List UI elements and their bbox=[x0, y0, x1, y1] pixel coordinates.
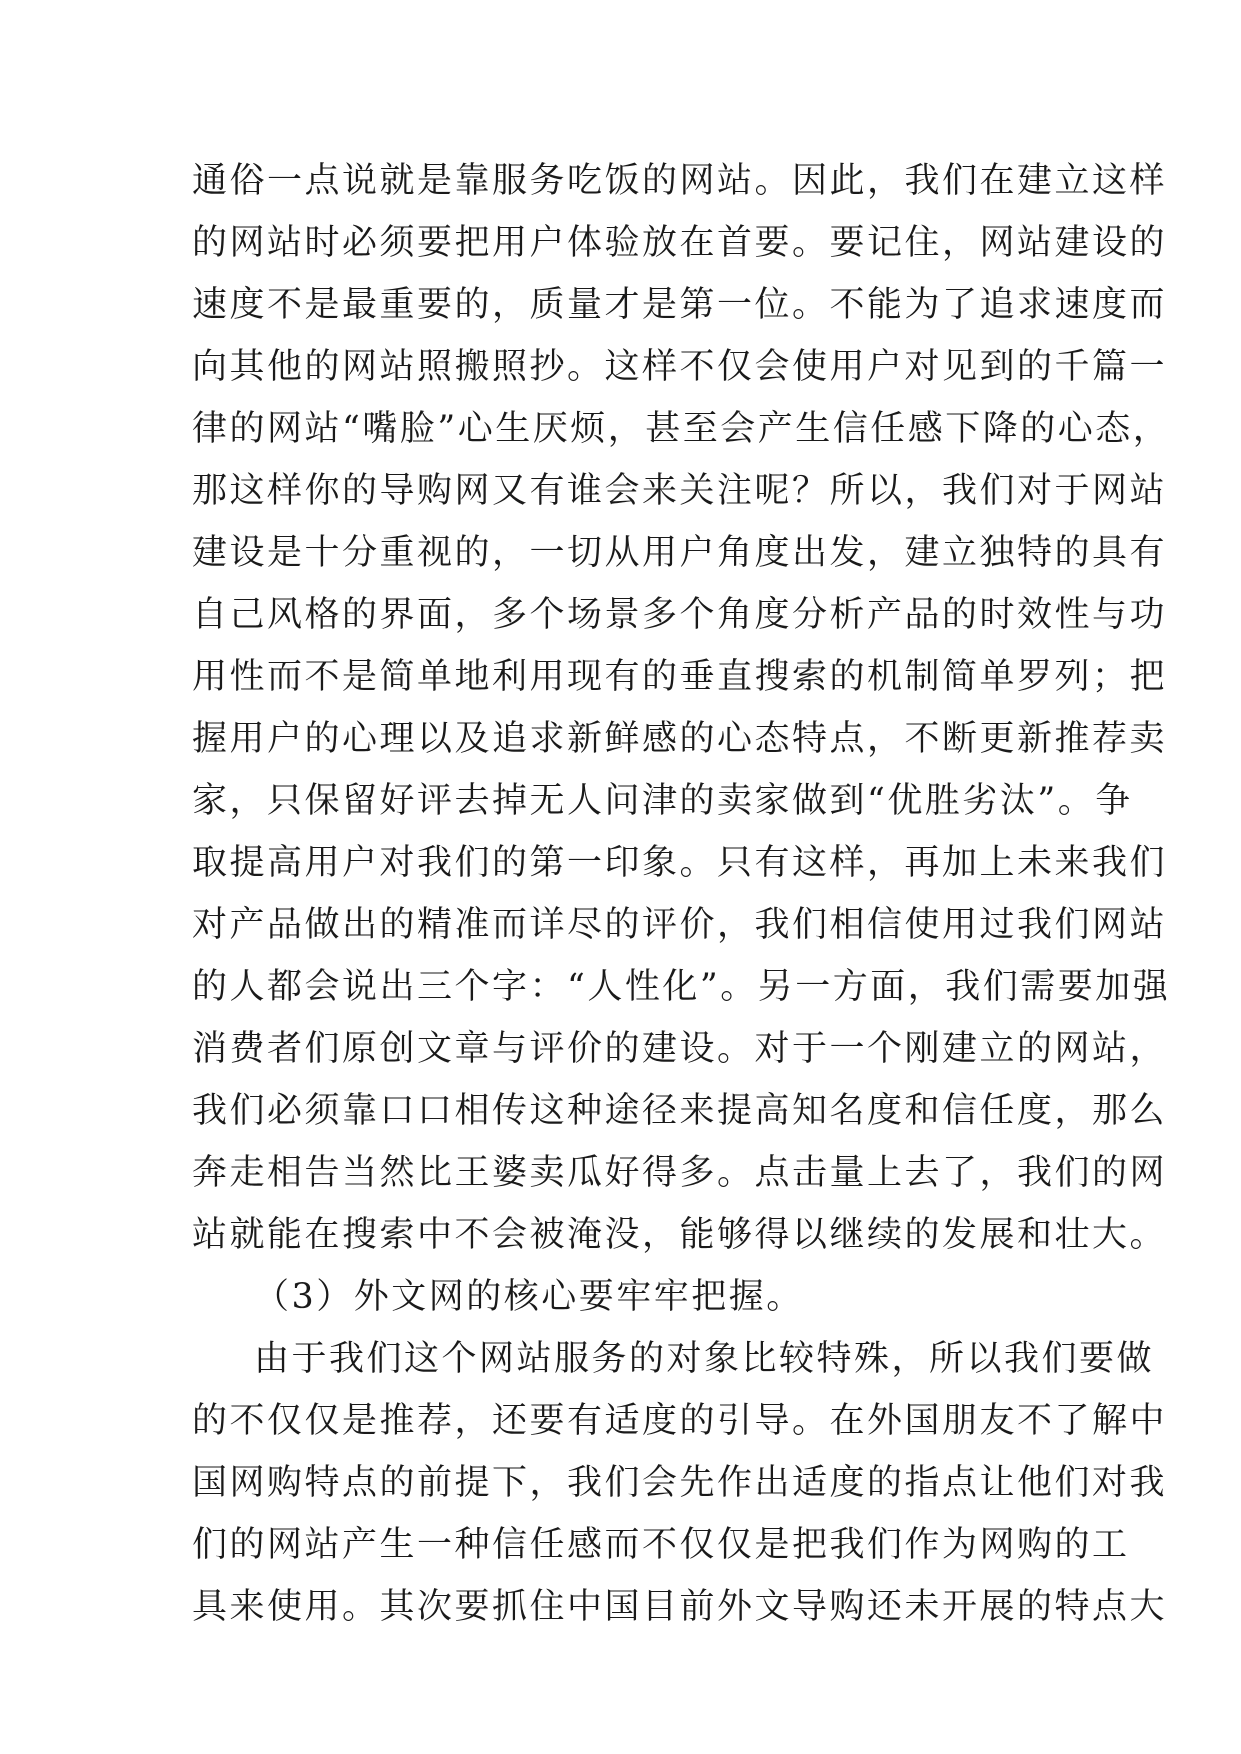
text-line: 家，只保留好评去掉无人问津的卖家做到“优胜劣汰”。争 bbox=[192, 781, 1133, 821]
text-line: 通俗一点说就是靠服务吃饭的网站。因此，我们在建立这样 bbox=[192, 161, 1168, 201]
text-line: 具来使用。其次要抓住中国目前外文导购还未开展的特点大 bbox=[192, 1587, 1168, 1627]
text-line: 速度不是最重要的，质量才是第一位。不能为了追求速度而 bbox=[192, 285, 1168, 325]
text-line: 我们必须靠口口相传这种途径来提高知名度和信任度，那么 bbox=[192, 1091, 1168, 1131]
section-heading: （3）外文网的核心要牢牢把握。 bbox=[254, 1277, 804, 1317]
text-line: 奔走相告当然比王婆卖瓜好得多。点击量上去了，我们的网 bbox=[192, 1153, 1168, 1193]
text-line: 对产品做出的精准而详尽的评价，我们相信使用过我们网站 bbox=[192, 905, 1168, 945]
text-line: 的不仅仅是推荐，还要有适度的引导。在外国朋友不了解中 bbox=[192, 1401, 1168, 1441]
text-line: 建设是十分重视的，一切从用户角度出发，建立独特的具有 bbox=[192, 533, 1168, 573]
text-line: 的网站时必须要把用户体验放在首要。要记住，网站建设的 bbox=[192, 223, 1168, 263]
text-line: 律的网站“嘴脸”心生厌烦，甚至会产生信任感下降的心态， bbox=[192, 409, 1171, 449]
text-line: 那这样你的导购网又有谁会来关注呢？所以，我们对于网站 bbox=[192, 471, 1168, 511]
text-line: 的人都会说出三个字：“人性化”。另一方面，我们需要加强 bbox=[192, 967, 1171, 1007]
text-line: 国网购特点的前提下，我们会先作出适度的指点让他们对我 bbox=[192, 1463, 1168, 1503]
text-line: 消费者们原创文章与评价的建设。对于一个刚建立的网站， bbox=[192, 1029, 1168, 1069]
text-line: 向其他的网站照搬照抄。这样不仅会使用户对见到的千篇一 bbox=[192, 347, 1168, 387]
text-line: 站就能在搜索中不会被淹没，能够得以继续的发展和壮大。 bbox=[192, 1215, 1168, 1255]
text-line: 自己风格的界面，多个场景多个角度分析产品的时效性与功 bbox=[192, 595, 1168, 635]
text-line: 握用户的心理以及追求新鲜感的心态特点，不断更新推荐卖 bbox=[192, 719, 1168, 759]
text-line: 用性而不是简单地利用现有的垂直搜索的机制简单罗列；把 bbox=[192, 657, 1168, 697]
text-line: 由于我们这个网站服务的对象比较特殊，所以我们要做 bbox=[254, 1339, 1155, 1379]
text-line: 们的网站产生一种信任感而不仅仅是把我们作为网购的工 bbox=[192, 1525, 1130, 1565]
document-body bbox=[192, 150, 1171, 1638]
text-line: 取提高用户对我们的第一印象。只有这样，再加上未来我们 bbox=[192, 843, 1168, 883]
